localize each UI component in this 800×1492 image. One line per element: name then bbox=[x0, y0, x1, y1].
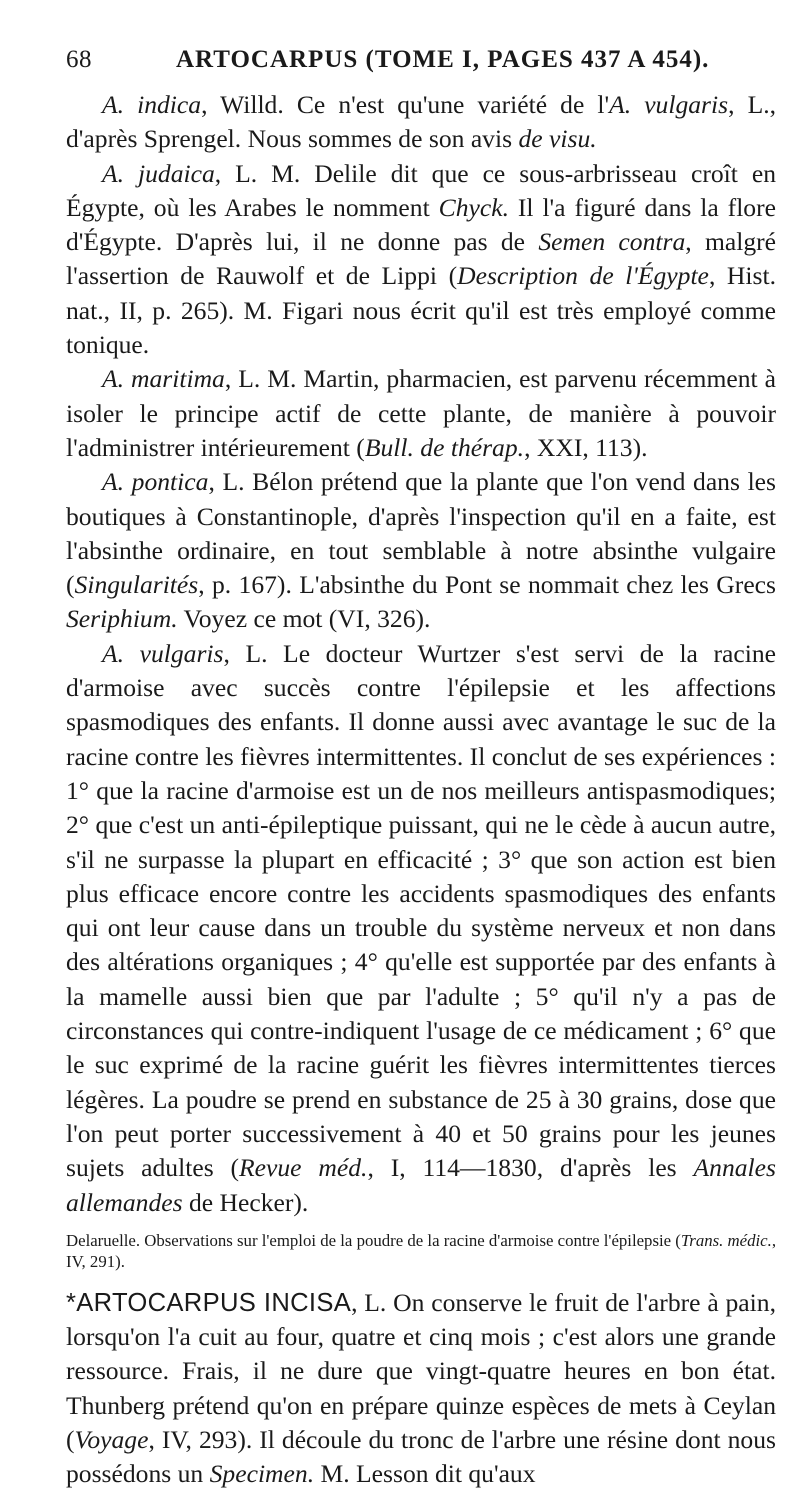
paragraph-text: , XXI, 113). bbox=[524, 432, 648, 462]
species-name: A. maritima bbox=[102, 364, 225, 394]
paragraph-text: M. Lesson dit qu'aux bbox=[314, 1459, 536, 1489]
species-name: A. indica bbox=[102, 90, 202, 119]
note-text: Delaruelle. Observations sur l'emploi de la poudre de la racine d'armoise contre l'épilepsie ( bbox=[66, 1230, 681, 1250]
species-ref: A. vulgaris bbox=[609, 90, 729, 119]
citation-title: Revue méd. bbox=[239, 1153, 368, 1183]
paragraph-text: Il l'a figuré dans la flore d'Égypte. D'après lui, il ne donne pas de bbox=[66, 192, 776, 257]
paragraph-text: , L. Le docteur Wurtzer s'est servi de la racine d'armoise avec succès contre l'épilepsie et les affections spasmodiques des enfants. Il donne aussi avec avantage le suc de la racine contre les fièvres intermittentes. Il conclut de ses expériences : 1° que la racine d'armoise est un de nos meilleurs antispasmodiques; 2° que c'est un anti-épileptique puissant, qui ne le cède à aucun autre, s'il ne surpasse la plupart en efficacité ; 3° que son action est bien plus efficace encore contre les accidents spasmodiques des enfants qui ont leur cause dans un trouble du système nerveux et non dans des altérations organiques ; 4° qu'elle est supportée par des enfants à la mamelle aussi bien que par l'adulte ; 5° qu'il n'y a pas de circonstances qui contre-indiquent l'usage de ce médicament ; 6° que le suc exprimé de la racine guérit les fièvres intermittentes tierces légères. La poudre se prend en substance de 25 à 30 grains, dose que l'on peut porter successivement à 40 et 50 grains pour les jeunes sujets adultes ( bbox=[66, 638, 776, 1183]
citation-title: Bull. de thérap. bbox=[364, 432, 525, 462]
running-title: ARTOCARPUS (TOME I, PAGES 437 A 454). bbox=[176, 46, 710, 73]
greek-name: Seriphium. bbox=[66, 604, 178, 634]
book-page bbox=[66, 46, 776, 1492]
paragraph-text: , L. Bélon prétend que la plante que l'on vend dans les boutiques à Constantinople, d'après l'inspection qu'il en a faite, est l'absinthe ordinaire, en tout semblable à notre absinthe vulgaire ( bbox=[66, 467, 777, 600]
paragraph-text: , malgré l'assertion de Rauwolf et de Lippi ( bbox=[66, 227, 776, 291]
paragraph-text: , p. 167). L'absinthe du Pont se nommait chez les Grecs bbox=[198, 570, 776, 600]
entry-artocarpus-incisa bbox=[66, 1286, 776, 1492]
citation-title: Annales allemandes bbox=[66, 1153, 776, 1217]
arabic-name: Chyck. bbox=[438, 192, 509, 222]
paragraph-vulgaris bbox=[66, 637, 776, 1220]
paragraph-text: , Willd. Ce n'est qu'une variété de l' bbox=[201, 90, 610, 119]
latin-word: Specimen. bbox=[209, 1459, 315, 1489]
bibliographic-note bbox=[66, 1230, 776, 1272]
citation-title: Voyage bbox=[74, 1424, 149, 1454]
paragraph-text: Voyez ce mot (VI, 326). bbox=[177, 604, 431, 634]
species-name: A. judaica bbox=[102, 158, 215, 188]
page-body bbox=[66, 88, 776, 1492]
paragraph-text: , L., d'après Sprengel. Nous sommes de son avis bbox=[66, 90, 776, 154]
citation-title: Singularités bbox=[74, 570, 199, 600]
page-header bbox=[66, 46, 776, 88]
citation-title: Trans. médic. bbox=[680, 1230, 772, 1250]
paragraph-indica bbox=[66, 88, 776, 157]
paragraph-text: , L. M. Martin, pharmacien, est parvenu récemment à isoler le principe actif de cette plante, de manière à pouvoir l'administrer intérieurement ( bbox=[66, 364, 776, 462]
note-text: , IV, 291). bbox=[66, 1230, 777, 1271]
paragraph-text: , I, 114—1830, d'après les bbox=[367, 1153, 694, 1183]
paragraph-pontica bbox=[66, 465, 776, 636]
entry-heading: *ARTOCARPUS INCISA bbox=[66, 1288, 352, 1317]
paragraph-text: , L. M. Delile dit que ce sous-arbrisseau croît en Égypte, où les Arabes le nomment bbox=[66, 158, 776, 222]
paragraph-text: , Hist. nat., II, p. 265). M. Figari nous écrit qu'il est très employé comme tonique. bbox=[66, 261, 776, 360]
species-name: A. vulgaris bbox=[102, 638, 224, 668]
paragraph-text: , IV, 293). Il découle du tronc de l'arbre une résine dont nous possédons un bbox=[66, 1424, 776, 1489]
citation-title: Description de l'Égypte bbox=[457, 261, 709, 291]
species-name: A. pontica bbox=[102, 467, 209, 497]
paragraph-text: de Hecker). bbox=[182, 1187, 309, 1217]
paragraph-text: , L. On conserve le fruit de l'arbre à pain, lorsqu'on l'a cuit au four, quatre et cinq mois ; c'est alors une grande ressource. Frais, il ne dure que vingt-quatre heures en bon état. Thunberg prétend qu'on en prépare quinze espèces de mets à Ceylan ( bbox=[66, 1287, 776, 1454]
paragraph-maritima bbox=[66, 362, 776, 465]
latin-phrase: de visu. bbox=[518, 124, 597, 154]
drug-name: Semen contra bbox=[538, 227, 686, 257]
paragraph-judaica bbox=[66, 157, 776, 363]
page-number: 68 bbox=[66, 46, 92, 73]
